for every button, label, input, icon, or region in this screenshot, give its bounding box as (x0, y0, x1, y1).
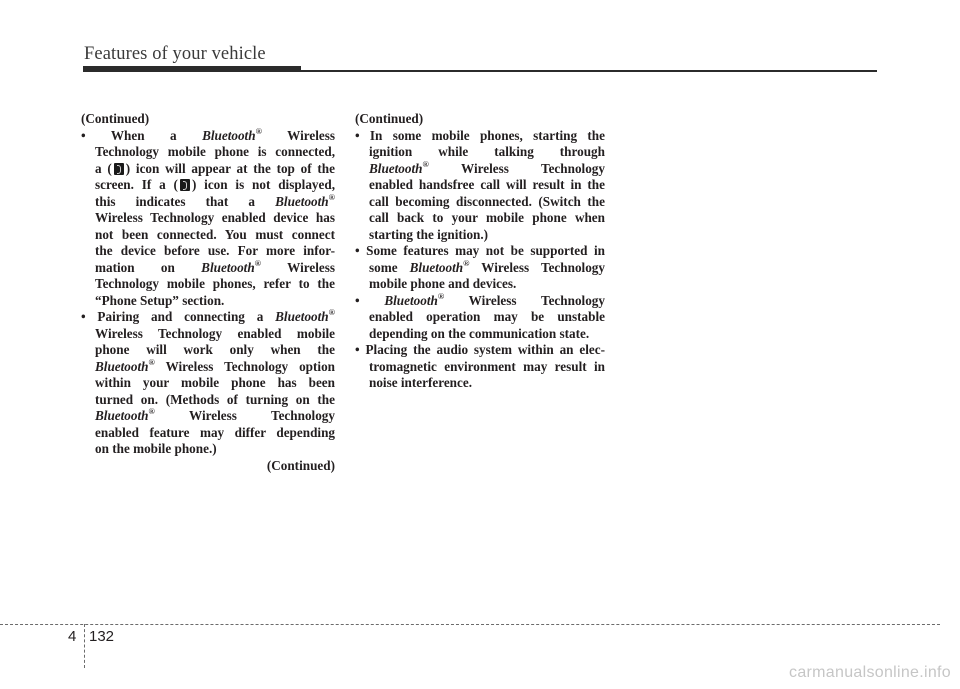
continued-label: (Continued) (355, 111, 424, 126)
text-line: screen. If a ( ) icon is not displayed, (95, 177, 335, 192)
text-line: Wireless Technology enabled device has (95, 210, 335, 225)
bullet-line: • In some mobile phones, starting the (355, 127, 605, 143)
text-line: “Phone Setup” section. (95, 292, 225, 308)
page-header-title: Features of your vehicle (84, 44, 266, 64)
text-line: Technology mobile phone is connected, (95, 144, 335, 159)
page-number: 132 (89, 628, 115, 645)
text-line: some Bluetooth® Wireless Technology (369, 257, 605, 275)
bullet-line: • Pairing and connecting a Bluetooth® (81, 307, 335, 324)
bluetooth-connected-icon (180, 179, 190, 191)
text-line: call back to your mobile phone when (369, 210, 605, 225)
bullet-line: • Bluetooth® Wireless Technology (355, 290, 605, 308)
bullet-line: • Placing the audio system within an elec- (355, 342, 605, 357)
continued-label: (Continued) (266, 457, 335, 473)
text-line: enabled operation may be unstable (369, 309, 605, 324)
text-line: on the mobile phone.) (95, 441, 217, 456)
text-line: noise interference. (369, 375, 473, 390)
text-line: phone will work only when the (95, 342, 335, 357)
text-line: Bluetooth® Wireless Technology (369, 158, 605, 176)
bullet-line: • Some features may not be supported in (355, 243, 605, 258)
text-line: ignition while talking through (369, 144, 605, 159)
text-line: Bluetooth® Wireless Technology option (95, 356, 335, 374)
text-line: this indicates that a Bluetooth® (95, 191, 335, 209)
text-line: Technology mobile phones, refer to the (95, 276, 335, 291)
bullet-line: • When a Bluetooth® Wireless (81, 125, 336, 143)
text-line: call becoming disconnected. (Switch the (369, 193, 605, 209)
text-line: within your mobile phone has been (95, 375, 335, 390)
right-column (355, 111, 605, 392)
text-line: the device before use. For more infor- (95, 243, 335, 258)
text-line: not been connected. You must connect (95, 226, 335, 242)
text-line: mation on Bluetooth® Wireless (95, 257, 335, 275)
text-line: Bluetooth® Wireless Technology (95, 406, 335, 423)
text-line: Wireless Technology enabled mobile (95, 325, 335, 341)
text-line: enabled handsfree call will result in the (369, 177, 605, 192)
text-line: tromagnetic environment may result in (369, 358, 605, 374)
watermark: carmanualsonline.info (789, 664, 951, 681)
footer-dashed-rule (0, 624, 940, 625)
bluetooth-connected-icon (114, 163, 124, 175)
header-rule-thin (301, 70, 877, 72)
text-line: a ( ) icon will appear at the top of the (95, 160, 335, 176)
text-line: starting the ignition.) (369, 226, 489, 242)
header-rule-thick (83, 66, 301, 72)
text-line: turned on. (Methods of turning on the (95, 391, 335, 407)
section-number: 4 (68, 628, 77, 645)
text-line: mobile phone and devices. (369, 276, 517, 291)
footer-dashed-divider (84, 624, 85, 668)
text-line: enabled feature may differ depending (95, 424, 335, 440)
left-column (81, 111, 335, 474)
continued-label: (Continued) (81, 111, 150, 126)
text-line: depending on the communication state. (369, 325, 590, 341)
